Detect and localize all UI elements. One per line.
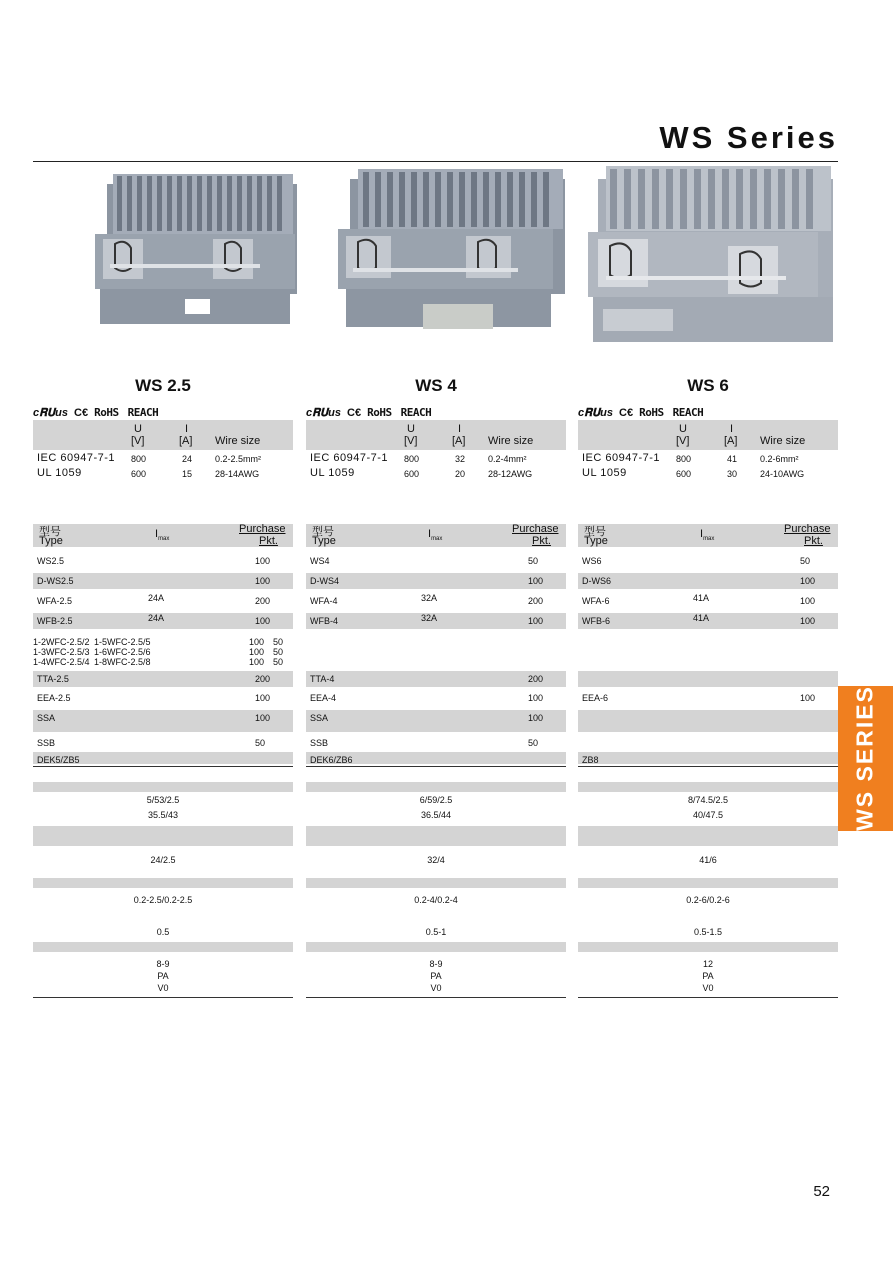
spec-material: PA <box>430 971 442 981</box>
bridge-pkt-1: 100 <box>249 637 265 647</box>
accessory-bottom-rule <box>306 766 566 767</box>
u-label: U <box>679 423 687 435</box>
accessory-type: EEA-6 <box>582 693 609 703</box>
accessory-type: D-WS4 <box>310 576 339 586</box>
accessory-type: SSA <box>37 713 56 723</box>
imax-value: 41A <box>693 593 710 603</box>
wire-size-label: Wire size <box>215 435 261 447</box>
wire-range: 0.2-4mm² <box>488 454 527 464</box>
product-column <box>33 370 293 1000</box>
type-label: Type <box>584 535 608 547</box>
ws6-product-image <box>588 164 838 354</box>
pkt-label: Pkt. <box>259 535 278 547</box>
product-name: WS 4 <box>415 376 457 395</box>
spec-band <box>33 878 293 888</box>
row-band <box>33 671 293 687</box>
accessory-type: SSA <box>310 713 329 723</box>
wire-range: 0.2-2.5mm² <box>215 454 262 464</box>
type-label-cn: 型号 <box>312 526 334 538</box>
product-name: WS 6 <box>687 376 729 395</box>
spec-dims2: 36.5/44 <box>420 810 452 820</box>
product-column <box>578 370 838 1000</box>
spec-dims1: 6/59/2.5 <box>419 795 453 805</box>
purchase-label: Purchase <box>512 523 559 535</box>
rated-voltage: 600 <box>131 469 147 479</box>
spec-dims2: 40/47.5 <box>692 810 724 820</box>
purchase-quantity: 100 <box>255 693 271 703</box>
imax-main: I <box>428 528 432 540</box>
spec-torque: 0.5-1.5 <box>693 927 723 937</box>
purchase-quantity: 50 <box>528 738 539 748</box>
row-band <box>306 671 566 687</box>
rated-current: 20 <box>455 469 466 479</box>
purchase-quantity: 100 <box>800 576 816 586</box>
ul-mark: c𝐑𝐔us <box>33 407 69 419</box>
column-bottom-rule <box>33 997 293 998</box>
ul-mark: c𝐑𝐔us <box>306 407 342 419</box>
ce-mark: C€ <box>347 407 362 419</box>
spec-flammability: V0 <box>702 983 714 993</box>
i-label: I <box>458 423 462 435</box>
accessory-type: WS4 <box>310 556 330 566</box>
purchase-quantity: 100 <box>528 616 544 626</box>
spec-flammability: V0 <box>157 983 169 993</box>
spec-cross-section: 0.2-6/0.2-6 <box>686 895 730 905</box>
imax-main: I <box>700 528 704 540</box>
certification-marks <box>33 406 158 420</box>
bridge-type-a: 1-2WFC-2.5/2 <box>33 637 90 647</box>
spec-band <box>578 782 838 792</box>
spec-band <box>33 782 293 792</box>
accessory-type: D-WS6 <box>582 576 611 586</box>
spec-material: PA <box>702 971 714 981</box>
purchase-quantity: 100 <box>800 693 816 703</box>
accessory-type: TTA-4 <box>310 674 335 684</box>
ce-mark: C€ <box>619 407 634 419</box>
rated-voltage: 800 <box>404 454 420 464</box>
i-unit: [A] <box>452 435 466 447</box>
purchase-quantity: 100 <box>528 693 544 703</box>
side-tab-label: WS SERIES <box>851 685 878 831</box>
reach-mark: REACH <box>672 406 704 419</box>
bridge-type-b: 1-5WFC-2.5/5 <box>94 637 151 647</box>
standard-label: UL 1059 <box>582 467 627 479</box>
purchase-quantity: 200 <box>255 596 271 606</box>
purchase-quantity: 100 <box>528 576 544 586</box>
ul-mark: c𝐑𝐔us <box>578 407 614 419</box>
bridge-type-b: 1-8WFC-2.5/8 <box>94 657 151 667</box>
rated-voltage: 600 <box>404 469 420 479</box>
purchase-quantity: 50 <box>528 556 539 566</box>
purchase-quantity: 100 <box>800 596 816 606</box>
i-label: I <box>730 423 734 435</box>
certification-marks <box>306 406 431 420</box>
title-rule <box>33 161 838 162</box>
standard-label: IEC 60947-7-1 <box>310 452 389 464</box>
spec-strip: 8-9 <box>429 959 443 969</box>
bridge-pkt-1: 100 <box>249 657 265 667</box>
row-band <box>578 752 838 764</box>
imax-value: 32A <box>421 593 438 603</box>
spec-band <box>33 826 293 846</box>
purchase-label: Purchase <box>239 523 286 535</box>
standard-label: UL 1059 <box>37 467 82 479</box>
pkt-label: Pkt. <box>532 535 551 547</box>
i-label: I <box>185 423 189 435</box>
u-label: U <box>134 423 142 435</box>
row-band <box>578 671 838 687</box>
imax-value: 24A <box>148 593 165 603</box>
rated-current: 32 <box>455 454 466 464</box>
spec-dims2: 35.5/43 <box>147 810 179 820</box>
wire-size-label: Wire size <box>488 435 534 447</box>
bridge-type-a: 1-3WFC-2.5/3 <box>33 647 90 657</box>
row-band <box>578 710 838 732</box>
rated-current: 41 <box>727 454 738 464</box>
row-band <box>306 573 566 589</box>
page-title: WS Series <box>659 120 838 155</box>
spec-band <box>306 826 566 846</box>
bridge-pkt-2: 50 <box>273 657 284 667</box>
rated-voltage: 800 <box>131 454 147 464</box>
type-label: Type <box>39 535 63 547</box>
rohs-mark: RoHS <box>94 406 119 419</box>
imax-label <box>428 528 442 542</box>
purchase-quantity: 50 <box>255 738 266 748</box>
spec-dims1: 8/74.5/2.5 <box>687 795 729 805</box>
bridge-type-b: 1-6WFC-2.5/6 <box>94 647 151 657</box>
spec-band <box>306 782 566 792</box>
accessory-type: D-WS2.5 <box>37 576 74 586</box>
bridge-pkt-2: 50 <box>273 637 284 647</box>
accessory-type: DEK5/ZB5 <box>37 755 80 765</box>
spec-band <box>578 878 838 888</box>
rated-voltage: 800 <box>676 454 692 464</box>
spec-cross-section: 0.2-2.5/0.2-2.5 <box>133 895 193 905</box>
spec-band <box>578 826 838 846</box>
accessory-type: EEA-2.5 <box>37 693 71 703</box>
spec-strip: 8-9 <box>156 959 170 969</box>
imax-sub: max <box>431 536 443 543</box>
certification-marks <box>578 406 703 420</box>
purchase-quantity: 50 <box>800 556 811 566</box>
purchase-quantity: 100 <box>528 713 544 723</box>
accessory-type: WFA-2.5 <box>37 596 73 606</box>
pkt-label: Pkt. <box>804 535 823 547</box>
imax-main: I <box>155 528 159 540</box>
series-side-tab <box>838 686 893 831</box>
spec-current: 32/4 <box>427 855 445 865</box>
wire-size-label: Wire size <box>760 435 806 447</box>
ce-mark: C€ <box>74 407 89 419</box>
imax-label <box>700 528 714 542</box>
u-unit: [V] <box>404 435 418 447</box>
column-bottom-rule <box>578 997 838 998</box>
imax-value: 24A <box>148 613 165 623</box>
row-band <box>578 573 838 589</box>
spec-dims1: 5/53/2.5 <box>146 795 180 805</box>
spec-band <box>306 942 566 952</box>
type-label-cn: 型号 <box>39 526 61 538</box>
type-label-cn: 型号 <box>584 526 606 538</box>
spec-band <box>306 878 566 888</box>
imax-value: 32A <box>421 613 438 623</box>
imax-sub: max <box>703 536 715 543</box>
accessory-type: WFA-6 <box>582 596 610 606</box>
purchase-quantity: 200 <box>528 596 544 606</box>
accessory-type: EEA-4 <box>310 693 337 703</box>
type-label: Type <box>312 535 336 547</box>
accessory-type: ZB8 <box>582 755 599 765</box>
page-number: 52 <box>813 1183 830 1200</box>
purchase-quantity: 100 <box>255 616 271 626</box>
wire-range: 0.2-6mm² <box>760 454 799 464</box>
standard-label: IEC 60947-7-1 <box>37 452 116 464</box>
reach-mark: REACH <box>400 406 432 419</box>
spec-current: 24/2.5 <box>150 855 176 865</box>
rohs-mark: RoHS <box>639 406 664 419</box>
purchase-quantity: 100 <box>255 556 271 566</box>
bridge-type-a: 1-4WFC-2.5/4 <box>33 657 90 667</box>
spec-flammability: V0 <box>430 983 442 993</box>
accessory-type: SSB <box>310 738 329 748</box>
purchase-quantity: 100 <box>255 713 271 723</box>
wire-range: 28-12AWG <box>488 469 533 479</box>
standard-label: UL 1059 <box>310 467 355 479</box>
accessory-type: DEK6/ZB6 <box>310 755 353 765</box>
row-band <box>306 710 566 732</box>
product-name: WS 2.5 <box>135 376 191 395</box>
u-label: U <box>407 423 415 435</box>
wire-range: 24-10AWG <box>760 469 805 479</box>
accessory-type: WS6 <box>582 556 602 566</box>
product-column <box>306 370 566 1000</box>
purchase-label: Purchase <box>784 523 831 535</box>
rated-voltage: 600 <box>676 469 692 479</box>
spec-strip: 12 <box>702 959 713 969</box>
spec-band <box>33 942 293 952</box>
spec-torque: 0.5-1 <box>425 927 447 937</box>
ws2-5-product-image <box>95 164 300 334</box>
u-unit: [V] <box>131 435 145 447</box>
purchase-quantity: 100 <box>255 576 271 586</box>
purchase-quantity: 100 <box>800 616 816 626</box>
row-band <box>33 710 293 732</box>
bridge-pkt-2: 50 <box>273 647 284 657</box>
accessory-type: WS2.5 <box>37 556 65 566</box>
i-unit: [A] <box>724 435 738 447</box>
column-bottom-rule <box>306 997 566 998</box>
spec-material: PA <box>157 971 169 981</box>
accessory-type: TTA-2.5 <box>37 674 69 684</box>
spec-current: 41/6 <box>699 855 717 865</box>
wire-range: 28-14AWG <box>215 469 260 479</box>
spec-cross-section: 0.2-4/0.2-4 <box>414 895 458 905</box>
rated-current: 24 <box>182 454 193 464</box>
rohs-mark: RoHS <box>367 406 392 419</box>
bridge-pkt-1: 100 <box>249 647 265 657</box>
accessory-type: WFB-6 <box>582 616 610 626</box>
imax-sub: max <box>158 536 170 543</box>
u-unit: [V] <box>676 435 690 447</box>
ws4-product-image <box>338 164 570 339</box>
purchase-quantity: 200 <box>255 674 271 684</box>
purchase-quantity: 200 <box>528 674 544 684</box>
imax-label <box>155 528 169 542</box>
spec-band <box>578 942 838 952</box>
rated-current: 30 <box>727 469 738 479</box>
accessory-type: WFA-4 <box>310 596 338 606</box>
accessory-type: WFB-2.5 <box>37 616 73 626</box>
accessory-type: SSB <box>37 738 56 748</box>
rated-current: 15 <box>182 469 193 479</box>
i-unit: [A] <box>179 435 193 447</box>
reach-mark: REACH <box>127 406 159 419</box>
accessory-bottom-rule <box>33 766 293 767</box>
accessory-type: WFB-4 <box>310 616 338 626</box>
standard-label: IEC 60947-7-1 <box>582 452 661 464</box>
spec-torque: 0.5 <box>156 927 170 937</box>
accessory-bottom-rule <box>578 766 838 767</box>
imax-value: 41A <box>693 613 710 623</box>
